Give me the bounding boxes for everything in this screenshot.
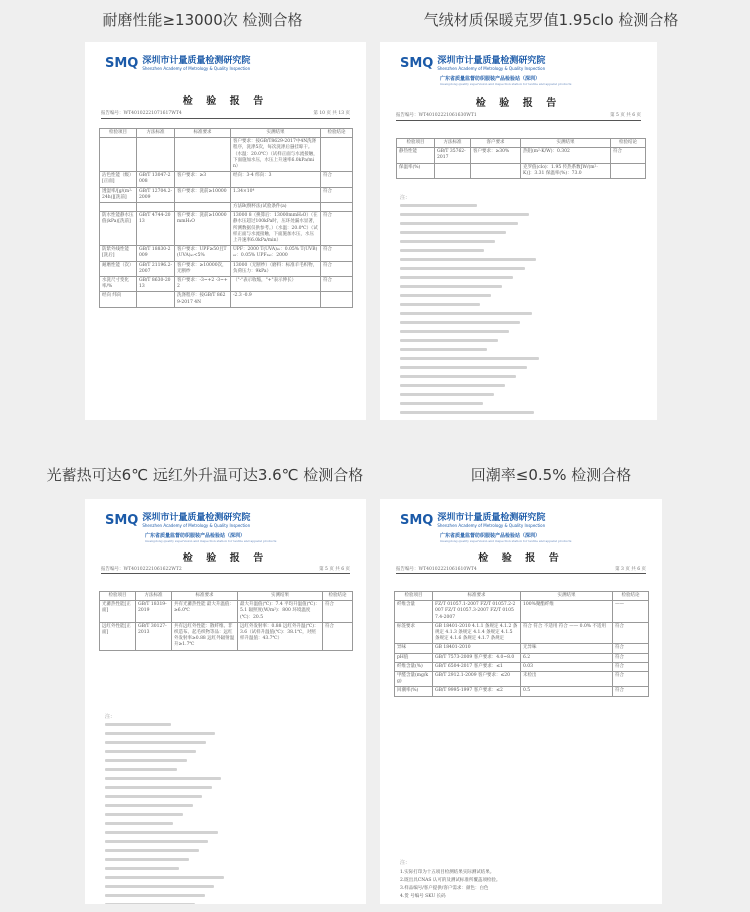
table-cell: 静热性能	[397, 148, 435, 163]
table-cell: 耐磨性能（次）	[100, 261, 137, 276]
report-title: 检 验 报 告	[478, 553, 564, 564]
table-cell: GB/T 7573-2009 客户要求：4.0~8.0	[433, 653, 521, 662]
notes-head: 注：	[400, 195, 411, 201]
blurred-line	[105, 777, 221, 780]
table-header-cell: 检验结论	[613, 592, 649, 601]
caption-abrasion: 耐磨性能≥13000次 检测合格	[102, 11, 303, 29]
table-header-cell: 实测结果	[231, 129, 321, 138]
table-cell: 符合	[613, 662, 649, 671]
table-cell: 1.34×10⁴	[231, 187, 321, 202]
blurred-line	[400, 222, 518, 225]
table-cell: 符合	[611, 148, 646, 163]
table-cell	[137, 203, 175, 212]
blurred-line	[400, 303, 480, 306]
table-cell	[321, 203, 353, 212]
blurred-line	[105, 903, 195, 904]
blurred-line	[105, 786, 212, 789]
table-cell: 远红外发射率：0.88 远红外升温(℃)：3.6（试样升温值(℃)：38.1℃，对照样升温值：43.7℃）	[238, 622, 323, 650]
divider	[101, 573, 350, 574]
table-cell: 客户要求：≥3	[175, 172, 231, 187]
note-line-3: 3.样品编号/客户提供/客户需求：颜色：白色	[400, 886, 489, 891]
table-cell: 客户要求：UPF≥50且T(UVA)ₐᵥ<5%	[175, 246, 231, 261]
table-row	[100, 622, 353, 650]
blurred-line	[105, 732, 215, 735]
blurred-line	[400, 348, 487, 351]
report-number: 报告编号：WT40102221061622WT2	[101, 567, 182, 572]
table-cell	[137, 138, 175, 172]
table-cell: 符合	[321, 187, 353, 202]
table-cell: 符合	[613, 687, 649, 696]
table-header-cell: 标准要求	[172, 592, 238, 601]
smq-logo	[400, 56, 545, 71]
report-meta	[101, 566, 350, 572]
blurred-line	[400, 294, 491, 297]
blurred-line	[400, 276, 513, 279]
logo-name-en: Shenzhen Academy of Metrology & Quality Inspection	[437, 66, 546, 71]
table-cell: 标签要求	[395, 622, 433, 644]
report-page: 第 10 页 共 13 页	[313, 111, 350, 116]
table-cell: GB/T 21196.2-2007	[137, 261, 175, 276]
sub-organization-en: Guangdong quality supervision and inspection station for textile and apparel products	[145, 539, 277, 543]
table-header-cell: 实测结果	[521, 139, 611, 148]
table-row	[100, 277, 353, 292]
table-header-cell: 检验项目	[100, 592, 136, 601]
blurred-line	[400, 258, 536, 261]
table-cell: 符合	[321, 212, 353, 246]
table-header-row	[100, 129, 353, 138]
blurred-line	[400, 240, 495, 243]
table-cell: 防紫外线性能[洗后]	[100, 246, 137, 261]
report-table	[394, 591, 649, 697]
notes-blurred	[105, 713, 225, 904]
table-cell: 保温率(%)	[397, 163, 435, 178]
smq-logo	[105, 513, 250, 528]
table-header-row	[100, 592, 353, 601]
logo-mark: SMQ	[105, 513, 139, 528]
table-header-cell: 检验项目	[100, 129, 137, 138]
report-number: 报告编号：WT40102221061630WT1	[396, 113, 477, 118]
sub-organization: 广东省质量监督纺织服装产品检验站（深圳）	[440, 533, 541, 539]
notes-head: 注：	[400, 860, 411, 866]
blurred-line	[400, 249, 484, 252]
report-moisture	[380, 499, 662, 904]
table-cell: 透湿率/[g/(m²·24h)][洗前]	[100, 187, 137, 202]
table-cell: 客户要求：按GB/T8629-2017中4N洗涤程序，洗涤5次，每次洗涤后悬挂晾干。（水温：20.0℃）（试样正面与水流接触，下面施加水压，水压上升速率6.0kPa/min）	[231, 138, 321, 172]
table-cell: 甲醛含量(mg/kg)	[395, 672, 433, 687]
table-cell: 13000 8（换算后：13000mmH₂O）（在静水压超过100kPa时，压环处漏水显著，所测数据仅供参考。）（水温：20.0℃）（试样正面与水流接触，下面施加水压，水压上升速率6.0kPa/min）	[231, 212, 321, 246]
logo-mark: SMQ	[400, 56, 434, 71]
table-row	[395, 662, 649, 671]
blurred-line	[105, 849, 199, 852]
report-warmth	[380, 42, 657, 420]
table-row	[100, 246, 353, 261]
table-cell: 光蓄热性能[正面]	[100, 601, 136, 623]
table-cell: GB/T 4744-2013	[137, 212, 175, 246]
table-cell	[100, 203, 137, 212]
blurred-line	[400, 402, 483, 405]
table-cell: 符合	[613, 622, 649, 644]
table-header-cell: 标准要求	[175, 129, 231, 138]
table-cell: 洗涤程序：按GB/T 8629-2017 4N	[175, 292, 231, 307]
table-cell: 0.03	[521, 662, 613, 671]
table-header-cell: 实测结果	[521, 592, 613, 601]
logo-name-en: Shenzhen Academy of Metrology & Quality Inspection	[142, 66, 251, 71]
report-title: 检 验 报 告	[182, 553, 269, 564]
table-cell: 远红外性能[正面]	[100, 622, 136, 650]
table-cell: GB/T 9995-1997 客户要求：≤2	[433, 687, 521, 696]
blurred-line	[105, 741, 206, 744]
table-header-cell: 实测结果	[238, 592, 323, 601]
table-cell: 符合	[323, 622, 353, 650]
notes-blurred	[400, 194, 540, 420]
table-cell: FZ/T 01057.1-2007 FZ/T 01057.2-2007 FZ/T 01057.3-2007 FZ/T 01057.4-2007	[433, 601, 521, 623]
smq-logo	[105, 56, 250, 71]
blurred-lines	[105, 723, 225, 904]
table-row	[100, 187, 353, 202]
table-cell: 客户要求：洗前≥10000	[175, 187, 231, 202]
report-meta	[101, 110, 350, 116]
divider	[396, 120, 641, 121]
logo-mark: SMQ	[105, 56, 139, 71]
blurred-line	[105, 813, 183, 816]
table-header-cell: 检验结论	[323, 592, 353, 601]
report-meta	[396, 112, 641, 118]
blurred-lines	[400, 204, 540, 414]
table-row	[100, 203, 353, 212]
table-header-row	[395, 592, 649, 601]
divider	[101, 118, 350, 119]
table-header-cell: 标准要求	[433, 592, 521, 601]
table-cell	[175, 203, 231, 212]
report-page: 第 5 页 共 6 页	[610, 113, 641, 118]
table-row	[100, 138, 353, 172]
table-cell	[471, 163, 521, 178]
blurred-line	[105, 858, 189, 861]
table-cell: 客户要求：-3~+2 -3~+2	[175, 277, 231, 292]
table-cell: 无异味	[521, 644, 613, 653]
table-row	[395, 601, 649, 623]
blurred-line	[105, 885, 214, 888]
table-row	[395, 644, 649, 653]
blurred-line	[400, 321, 520, 324]
table-cell	[321, 138, 353, 172]
caption-heat: 光蓄热可达6℃ 远红外升温可达3.6℃ 检测合格	[46, 466, 364, 484]
table-cell: 13000（无断纱）（磨料：标准羊毛织物，负荷压力：9kPa）	[231, 261, 321, 276]
table-cell: 符合	[321, 261, 353, 276]
table-cell: 经向 纬向	[100, 292, 137, 307]
blurred-line	[400, 213, 529, 216]
table-cell: 符合	[321, 246, 353, 261]
sub-organization-en: Guangdong quality supervision and inspection station for textile and apparel products	[440, 539, 572, 543]
table-row	[100, 292, 353, 307]
table-header-cell: 检验结论	[321, 129, 353, 138]
table-cell: 最大升温值(℃)：7.4 平均升温值(℃)：5.1 辐照度(W/m²)：800 环境温度(℃)：20.5	[238, 601, 323, 623]
table-cell: 客户要求：≥30%	[471, 148, 521, 163]
table-cell: 0.5	[521, 687, 613, 696]
table-cell: GB/T 8630-2013	[137, 277, 175, 292]
blurred-line	[105, 840, 208, 843]
report-table	[99, 128, 353, 308]
table-cell: 符合	[321, 277, 353, 292]
table-row	[100, 261, 353, 276]
table-header-cell: 检验项目	[395, 592, 433, 601]
table-cell: 纤维含量(%)	[395, 662, 433, 671]
blurred-line	[400, 204, 477, 207]
blurred-line	[105, 831, 218, 834]
table-cell	[321, 292, 353, 307]
table-cell: GB/T 6504-2017 客户要求：≤1	[433, 662, 521, 671]
table-cell: 共有远红外性能：散纤维、非织造布、起毛织物等品：远红外发射率≥0.88 远红外辐射温升≥1.7℃	[172, 622, 238, 650]
table-cell: GB/T 30127-2013	[136, 622, 172, 650]
table-cell: pH值	[395, 653, 433, 662]
table-cell: 回潮率(%)	[395, 687, 433, 696]
table-cell: 热阻(m²·K/W)：0.302	[521, 148, 611, 163]
table-cell: GB 18401-2010 4.1.1 条规定 4.1.2 条规定 4.1.3 条规定 4.1.4 条规定 4.1.5 条规定 4.1.6 条规定 4.1.7 条规定	[433, 622, 521, 644]
blurred-line	[400, 411, 534, 414]
notes	[400, 859, 650, 901]
blurred-line	[400, 285, 502, 288]
logo-name-cn: 深圳市计量质量检测研究院	[142, 56, 251, 66]
report-number: 报告编号：WT40102221071617WT4	[101, 111, 182, 116]
logo-name-en: Shenzhen Academy of Metrology & Quality Inspection	[437, 523, 546, 528]
table-header-cell: 方法标准	[435, 139, 471, 148]
report-title: 检 验 报 告	[182, 96, 269, 107]
table-row	[395, 687, 649, 696]
blurred-line	[105, 894, 205, 897]
blurred-line	[400, 357, 539, 360]
table-cell: 符合	[613, 672, 649, 687]
note-line-2: 2.既出具CNAS 认可的及测试标准所覆盖项检验。	[400, 878, 501, 883]
table-cell	[611, 163, 646, 178]
blurred-line	[400, 384, 505, 387]
report-abrasion	[85, 42, 366, 420]
table-cell: 符合 符合 不适用 符合 —— 0.0% 不适用	[521, 622, 613, 644]
table-cell: 客户要求：≥10000次，无断纱	[175, 261, 231, 276]
sub-organization: 广东省质量监督纺织服装产品检验站（深圳）	[145, 533, 246, 539]
report-meta	[396, 566, 646, 572]
table-cell: GB/T 2912.1-2009 客户要求：≤20	[433, 672, 521, 687]
blurred-line	[105, 795, 202, 798]
table-header-row	[397, 139, 646, 148]
table-cell: 共有光蓄热性能 最大升温值：≥6.0℃	[172, 601, 238, 623]
note-line-1: 1.实际打印为十五项目检测结果实际测试结果。	[400, 870, 495, 875]
blurred-line	[105, 804, 193, 807]
logo-mark: SMQ	[400, 513, 434, 528]
table-row	[100, 601, 353, 623]
blurred-line	[400, 312, 532, 315]
table-cell: GB 18401-2010	[433, 644, 521, 653]
blurred-line	[105, 759, 187, 762]
table-cell: ——	[613, 601, 649, 623]
table-cell: 未检出	[521, 672, 613, 687]
blurred-line	[105, 768, 177, 771]
table-cell: -2.3 -0.9	[231, 292, 321, 307]
table-cell: 符合	[613, 644, 649, 653]
table-cell	[175, 138, 231, 172]
blurred-line	[105, 867, 179, 870]
table-cell: 客户要求：洗前≥10000mmH₂O	[175, 212, 231, 246]
logo-name-en: Shenzhen Academy of Metrology & Quality Inspection	[142, 523, 251, 528]
divider	[396, 573, 646, 574]
table-cell: GB/T 18830-2009	[137, 246, 175, 261]
table-row	[395, 672, 649, 687]
table-cell	[100, 138, 137, 172]
note-line-4: 4.货 号编号 SKU 长码	[400, 894, 446, 899]
table-cell: 防水性能静水压值(kPa)[洗前]	[100, 212, 137, 246]
table-row	[395, 653, 649, 662]
table-header-cell: 方法标准	[136, 592, 172, 601]
table-cell: 异味	[395, 644, 433, 653]
table-cell	[435, 163, 471, 178]
table-cell: 方法B(倒杯法)试验条件(a)	[231, 203, 321, 212]
table-cell: UPF：2000 T(UVA)ₐᵥ：0.05% T(UVB)ₐᵥ：0.05% UPF₂ₐᵥ：2000	[231, 246, 321, 261]
blurred-line	[105, 750, 196, 753]
table-cell	[137, 292, 175, 307]
table-cell: GB/T 13047-2008	[137, 172, 175, 187]
table-cell: 水洗尺寸变化率/%	[100, 277, 137, 292]
blurred-line	[400, 366, 527, 369]
table-cell: GB/T 12704.2-2009	[137, 187, 175, 202]
table-cell: 符合	[613, 653, 649, 662]
table-cell: 符合	[323, 601, 353, 623]
blurred-line	[400, 393, 494, 396]
logo-name-cn: 深圳市计量质量检测研究院	[437, 513, 546, 523]
table-header-cell: 检验项目	[397, 139, 435, 148]
blurred-line	[400, 375, 516, 378]
table-cell: 沾色性能（级）[正面]	[100, 172, 137, 187]
table-cell: 经向：3-4 纬向：3	[231, 172, 321, 187]
table-cell: GB/T 18319-2019	[136, 601, 172, 623]
caption-moisture: 回潮率≤0.5% 检测合格	[470, 466, 632, 484]
table-header-cell: 方法标准	[137, 129, 175, 138]
report-title: 检 验 报 告	[475, 98, 562, 109]
report-table	[396, 138, 646, 179]
blurred-line	[400, 267, 525, 270]
table-row	[397, 163, 646, 178]
smq-logo	[400, 513, 545, 528]
blurred-line	[105, 876, 224, 879]
table-header-cell: 客户要求	[471, 139, 521, 148]
logo-name-cn: 深圳市计量质量检测研究院	[437, 56, 546, 66]
table-cell: （"-"表示收缩，"+"表示伸长）	[231, 277, 321, 292]
report-heat	[85, 499, 366, 904]
table-header-cell: 检验结论	[611, 139, 646, 148]
sub-organization-en: Guangdong quality supervision and inspection station for textile and apparel products	[440, 82, 572, 86]
table-cell: 6.2	[521, 653, 613, 662]
table-row	[397, 148, 646, 163]
table-row	[395, 622, 649, 644]
table-cell: 100%聚酯纤维	[521, 601, 613, 623]
report-page: 第 5 页 共 6 页	[319, 567, 350, 572]
table-cell: 符合	[321, 172, 353, 187]
table-cell: 纤维含量	[395, 601, 433, 623]
report-page: 第 3 页 共 6 页	[615, 567, 646, 572]
blurred-line	[105, 723, 171, 726]
blurred-line	[400, 231, 506, 234]
table-row	[100, 172, 353, 187]
notes-head: 注：	[105, 714, 116, 720]
report-table	[99, 591, 353, 651]
sub-organization: 广东省质量监督纺织服装产品检验站（深圳）	[440, 76, 541, 82]
table-cell: 克罗值(clo)：1.95 传热系数[W/(m²·K)]：3.31 保温率(%)：73.0	[521, 163, 611, 178]
logo-name-cn: 深圳市计量质量检测研究院	[142, 513, 251, 523]
report-number: 报告编号：WT40102221061610WT4	[396, 567, 477, 572]
blurred-line	[400, 339, 498, 342]
table-row	[100, 212, 353, 246]
blurred-line	[105, 822, 173, 825]
table-cell: GB/T 35762-2017	[435, 148, 471, 163]
blurred-line	[400, 330, 509, 333]
caption-warmth: 气绒材质保暖克罗值1.95clo 检测合格	[423, 11, 679, 29]
